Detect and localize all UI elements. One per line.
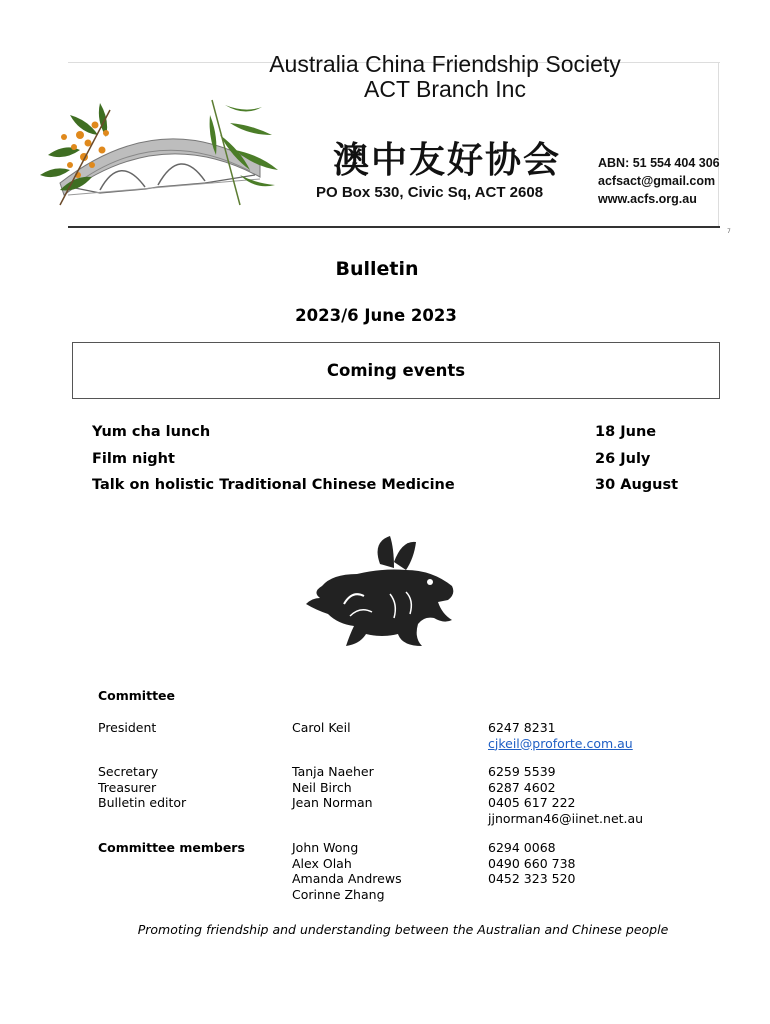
officer-roles-col <box>98 764 186 811</box>
officer-name: Jean Norman <box>292 795 373 810</box>
header-website: www.acfs.org.au <box>598 192 697 206</box>
member-phone: 0490 660 738 <box>488 855 576 871</box>
officer-contact: 6259 5539 <box>488 764 556 779</box>
officer-contacts-col <box>488 764 643 826</box>
header-contact-block <box>598 154 720 208</box>
member-phones-col <box>488 840 575 887</box>
role-label: Treasurer <box>98 779 157 795</box>
events-list <box>92 424 712 504</box>
president-phone: 6247 8231 <box>488 720 556 735</box>
member-phone: 0452 323 520 <box>488 871 576 886</box>
president-contact-col <box>488 720 633 751</box>
header-divider <box>68 226 720 228</box>
member-name: John Wong <box>292 840 359 855</box>
event-name: Yum cha lunch <box>92 424 211 440</box>
editor-email: jjnorman46@iinet.net.au <box>488 810 644 826</box>
chinese-org-name: 澳中友好协会 <box>333 139 562 181</box>
member-name: Amanda Andrews <box>292 871 402 886</box>
postal-address: PO Box 530, Civic Sq, ACT 2608 <box>316 184 544 201</box>
bulletin-issue-date: 2023/6 June 2023 <box>295 306 457 325</box>
org-name <box>225 52 665 102</box>
event-row <box>92 424 712 451</box>
event-date: 30 August <box>595 477 679 493</box>
event-date: 26 July <box>595 450 651 467</box>
committee-members-heading: Committee members <box>98 840 245 855</box>
coming-events-heading: Coming events <box>326 361 466 380</box>
officer-name: Tanja Naeher <box>292 764 374 779</box>
member-names-col <box>292 840 402 902</box>
page-mark: 7 <box>727 228 731 235</box>
bulletin-title: Bulletin <box>335 258 419 280</box>
org-name-line1: Australia China Friendship Society <box>269 51 621 77</box>
president-name: Carol Keil <box>292 720 351 735</box>
role-label: Bulletin editor <box>98 795 187 810</box>
bridge-logo-svg <box>40 95 280 220</box>
officer-names-col <box>292 764 374 811</box>
president-email-link[interactable]: cjkeil@proforte.com.au <box>488 735 633 751</box>
abn-text: ABN: 51 554 404 306 <box>598 156 720 170</box>
president-role <box>98 720 156 736</box>
event-name: Talk on holistic Traditional Chinese Medicine <box>92 477 455 493</box>
event-name: Film night <box>92 450 175 467</box>
rabbit-papercut-image <box>302 534 462 654</box>
member-phone: 6294 0068 <box>488 840 556 855</box>
bridge-logo-image <box>40 95 280 224</box>
officer-contact: 6287 4602 <box>488 779 556 795</box>
role-label: President <box>98 720 157 735</box>
event-row <box>92 451 712 478</box>
committee-heading: Committee <box>98 688 176 703</box>
org-name-line2: ACT Branch Inc <box>364 76 526 102</box>
member-name: Corinne Zhang <box>292 886 385 902</box>
president-name-col <box>292 720 351 736</box>
header-email: acfsact@gmail.com <box>598 174 716 188</box>
member-name: Alex Olah <box>292 855 352 871</box>
role-label: Secretary <box>98 764 159 779</box>
footer-tagline: Promoting friendship and understanding between the Australian and Chinese people <box>137 922 669 937</box>
event-date: 18 June <box>595 424 657 440</box>
coming-events-heading-box <box>72 342 720 399</box>
officer-contact: 0405 617 222 <box>488 795 576 810</box>
officer-name: Neil Birch <box>292 779 352 795</box>
event-row <box>92 477 712 504</box>
rabbit-svg <box>302 534 462 650</box>
